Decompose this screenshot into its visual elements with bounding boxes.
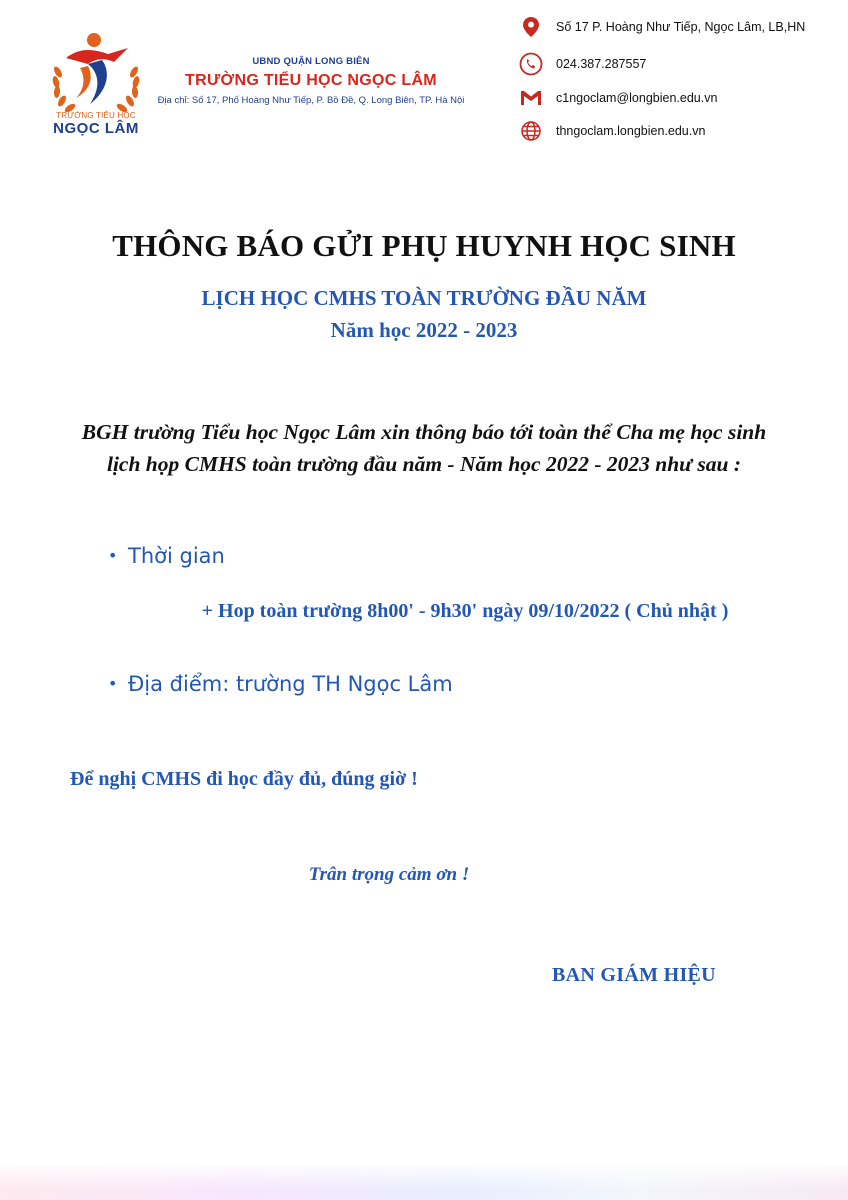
notice-subtitle: LỊCH HỌC CMHS TOÀN TRƯỜNG ĐẦU NĂM (201, 286, 647, 310)
contact-email-text: c1ngoclam@longbien.edu.vn (556, 91, 718, 105)
meeting-detail: + Hop toàn trường 8h00' - 9h30' ngày 09/10/2022 ( Chủ nhật ) (201, 600, 729, 622)
phone-icon (518, 51, 544, 77)
intro-paragraph (40, 416, 808, 480)
contact-website (518, 118, 705, 144)
contact-address-text: Số 17 P. Hoàng Như Tiếp, Ngọc Lâm, LB,HN (556, 20, 806, 34)
contact-website-text: thngoclam.longbien.edu.vn (556, 124, 706, 138)
school-name: TRƯỜNG TIỂU HỌC NGỌC LÂM (185, 72, 437, 89)
contact-email (518, 85, 717, 111)
intro-line-2: lịch họp CMHS toàn trường đầu năm - Năm học 2022 - 2023 như sau : (106, 452, 742, 476)
logo-big-text: NGỌC LÂM (53, 120, 139, 137)
notice-title: THÔNG BÁO GỬI PHỤ HUYNH HỌC SINH (112, 228, 736, 263)
bullet-dot-icon: • (108, 674, 118, 693)
contact-phone (518, 51, 646, 77)
contact-phone-text: 024.387.287557 (556, 57, 647, 71)
school-logo (36, 28, 156, 140)
bullet-location (108, 672, 453, 696)
time-label: Thời gian (128, 544, 225, 568)
bullet-dot-icon: • (108, 546, 118, 565)
intro-line-1: BGH trường Tiểu học Ngọc Lâm xin thông báo tới toàn thể Cha mẹ học sinh (81, 420, 767, 444)
signature: BAN GIÁM HIỆU (552, 964, 716, 986)
school-address: Địa chỉ: Số 17, Phố Hoàng Như Tiếp, P. Bồ Đề, Q. Long Biên, TP. Hà Nội (157, 95, 465, 106)
school-year: Năm học 2022 - 2023 (330, 318, 518, 342)
attendance-request: Để nghị CMHS đi học đầy đủ, đúng giờ ! (70, 768, 418, 790)
school-district: UBND QUẬN LONG BIÊN (252, 56, 370, 67)
mail-icon (518, 85, 544, 111)
school-header (150, 56, 472, 106)
contact-address (518, 14, 805, 40)
bullet-time (108, 544, 225, 568)
footer-decoration (0, 1166, 848, 1200)
location-label: Địa điểm: trường TH Ngọc Lâm (128, 672, 453, 696)
thanks-text: Trân trọng cảm ơn ! (308, 864, 470, 885)
location-pin-icon (518, 14, 544, 40)
logo-small-text: TRƯỜNG TIỂU HỌC (56, 111, 136, 120)
globe-icon (518, 118, 544, 144)
logo-emblem-icon (36, 28, 156, 118)
